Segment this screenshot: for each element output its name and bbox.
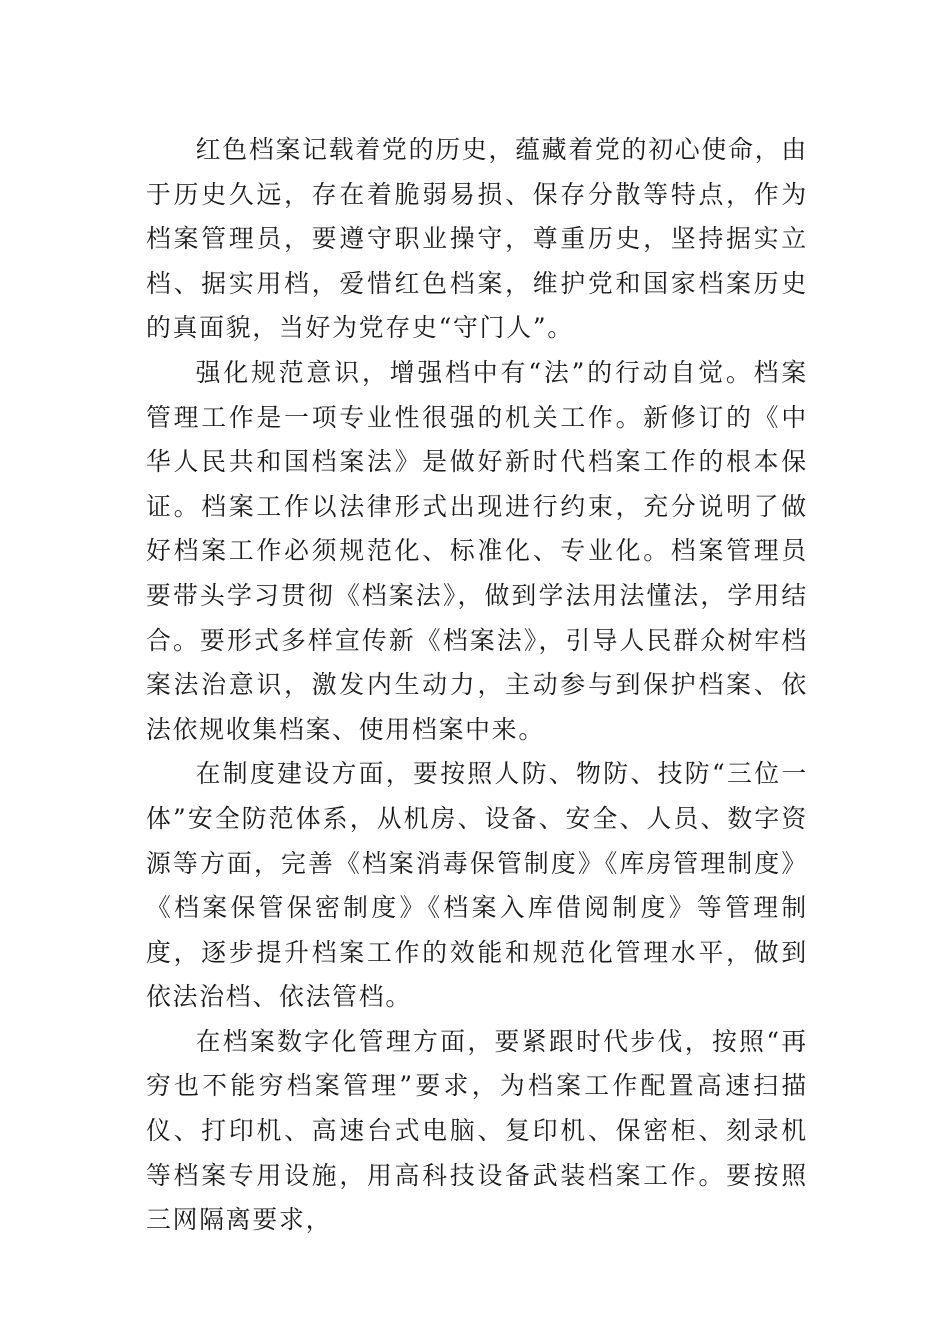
paragraph-system-building: 在制度建设方面，要按照人防、物防、技防“三位一体”安全防范体系，从机房、设备、安全、人员、数字资源等方面，完善《档案消毒保管制度》《库房管理制度》《档案保管保密制度》《档案入库借阅制度》等管理制度，逐步提升档案工作的效能和规范化管理水平，做到依法治档、依法管档。	[146, 759, 808, 1012]
paragraph-digital-management: 在档案数字化管理方面，要紧跟时代步伐，按照“再穷也不能穷档案管理”要求，为档案工作配置高速扫描仪、打印机、高速台式电脑、复印机、保密柜、刻录机等档案专用设施，用高科技设备武装档案工作。要按照三网隔离要求，	[146, 1026, 808, 1235]
paragraph-red-archives: 红色档案记载着党的历史，蕴藏着党的初心使命，由于历史久远，存在着脆弱易损、保存分散等特点，作为档案管理员，要遵守职业操守，尊重历史，坚持据实立档、据实用档，爱惜红色档案，维护党和国家档案历史的真面貌，当好为党存史“守门人”。	[146, 135, 808, 343]
paragraph-legal-awareness: 强化规范意识，增强档中有“法”的行动自觉。档案管理工作是一项专业性很强的机关工作。新修订的《中华人民共和国档案法》是做好新时代档案工作的根本保证。档案工作以法律形式出现进行约束，充分说明了做好档案工作必须规范化、标准化、专业化。档案管理员要带头学习贯彻《档案法》，做到学法用法懂法，学用结合。要形式多样宣传新《档案法》，引导人民群众树牢档案法治意识，激发内生动力，主动参与到保护档案、依法依规收集档案、使用档案中来。	[146, 357, 808, 744]
document-body	[146, 128, 808, 1243]
